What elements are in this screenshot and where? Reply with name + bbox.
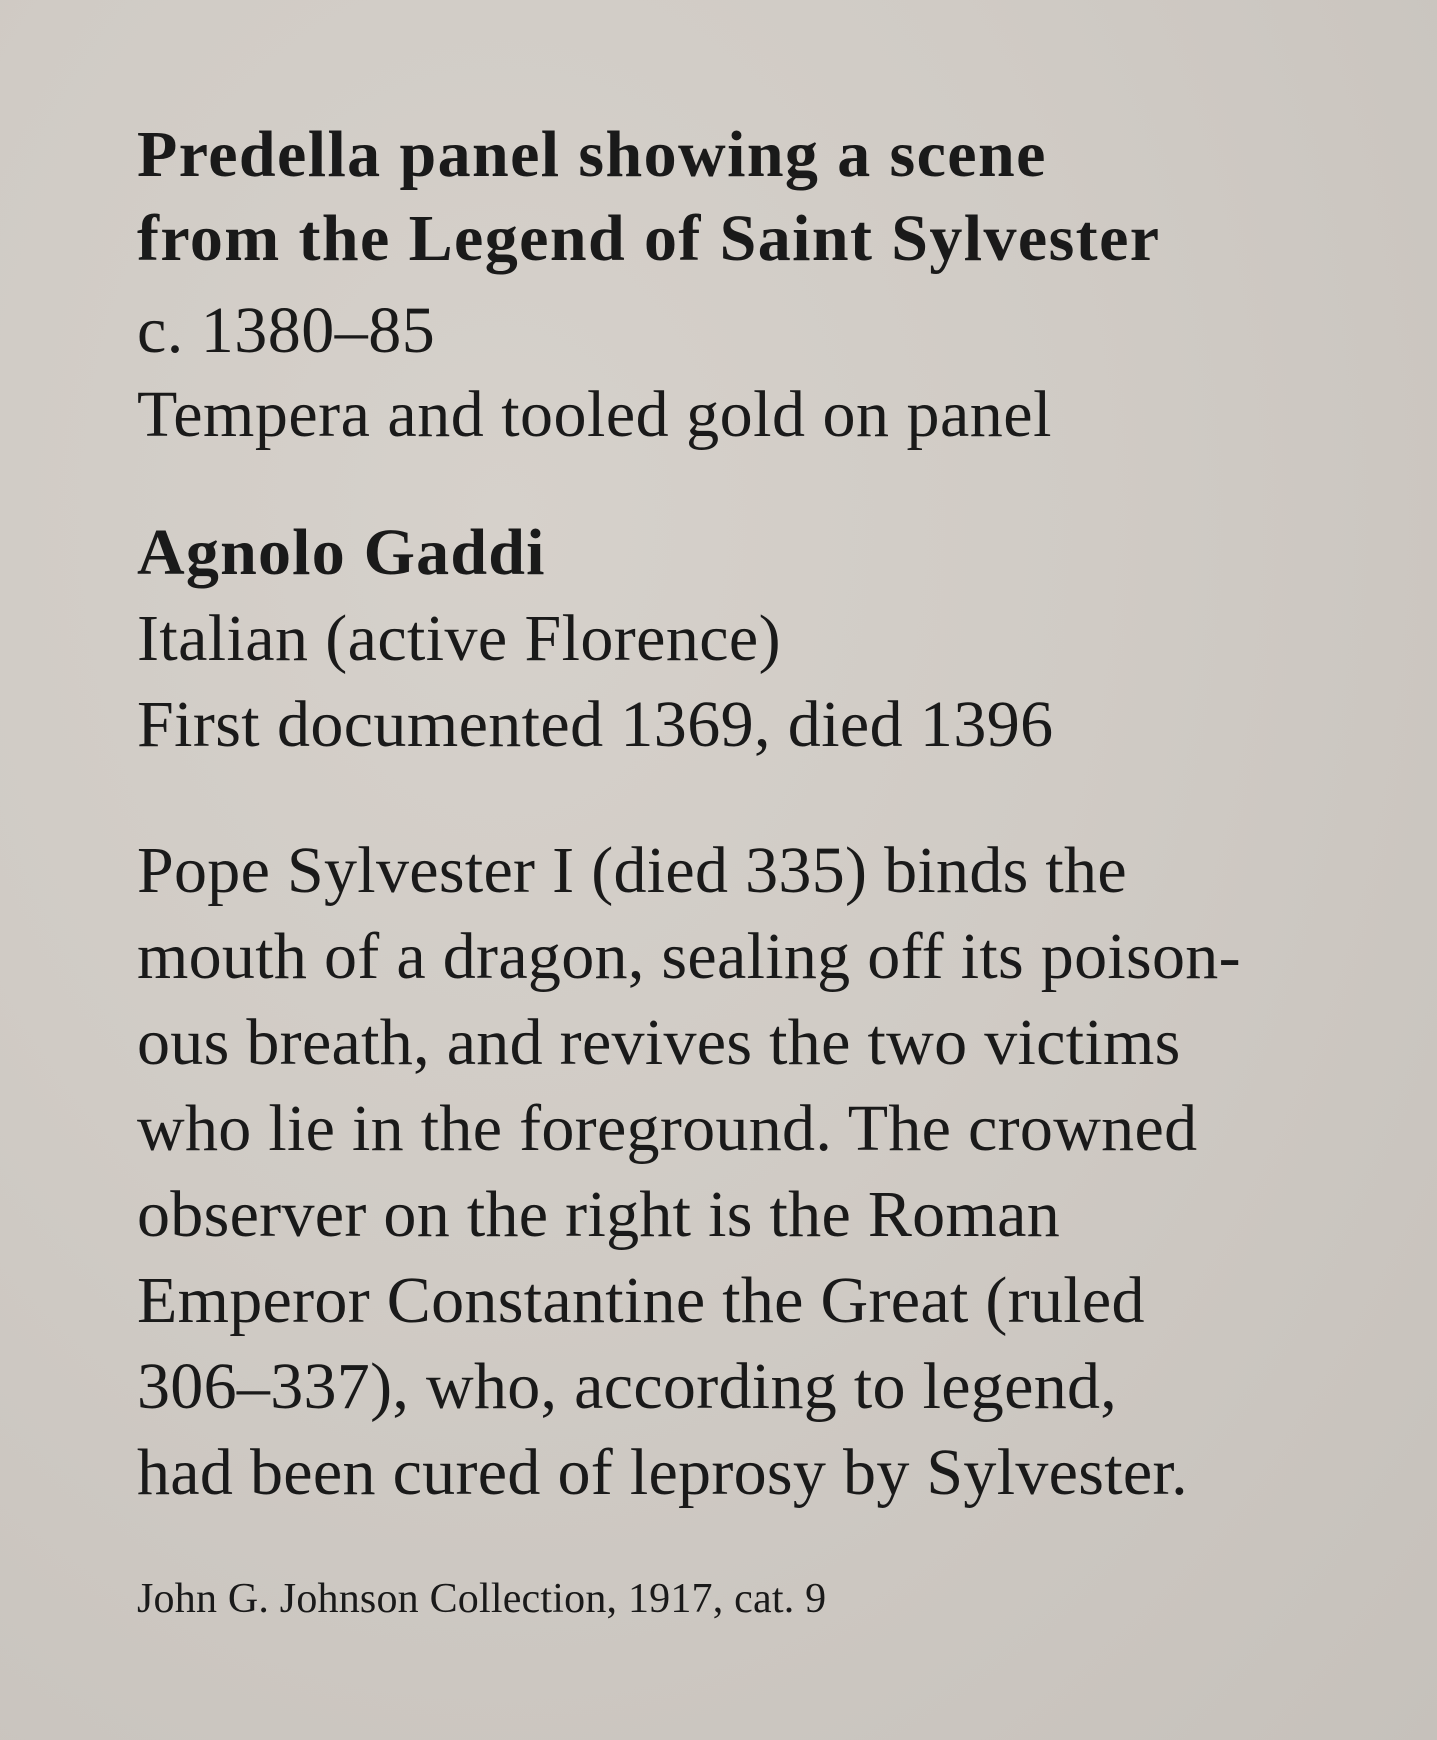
description-line-6: Emperor Constantine the Great (ruled: [137, 1264, 1145, 1337]
description-line-1: Pope Sylvester I (died 335) binds the: [137, 834, 1127, 907]
artwork-title-line-1: Predella panel showing a scene: [137, 118, 1047, 191]
artist-nationality: Italian (active Florence): [137, 602, 781, 675]
description-line-2: mouth of a dragon, sealing off its poison-: [137, 920, 1241, 993]
artwork-date: c. 1380–85: [137, 294, 436, 367]
description-line-8: had been cured of leprosy by Sylvester.: [137, 1436, 1188, 1509]
description-line-3: ous breath, and revives the two victims: [137, 1006, 1181, 1079]
artwork-medium: Tempera and tooled gold on panel: [137, 378, 1052, 451]
description-line-5: observer on the right is the Roman: [137, 1178, 1061, 1251]
description-line-4: who lie in the foreground. The crowned: [137, 1092, 1198, 1165]
artist-dates: First documented 1369, died 1396: [137, 688, 1054, 761]
collection-credit: John G. Johnson Collection, 1917, cat. 9: [137, 1576, 827, 1622]
description-line-7: 306–337), who, according to legend,: [137, 1350, 1118, 1423]
artist-name: Agnolo Gaddi: [137, 516, 546, 589]
artwork-title-line-2: from the Legend of Saint Sylvester: [137, 202, 1161, 275]
